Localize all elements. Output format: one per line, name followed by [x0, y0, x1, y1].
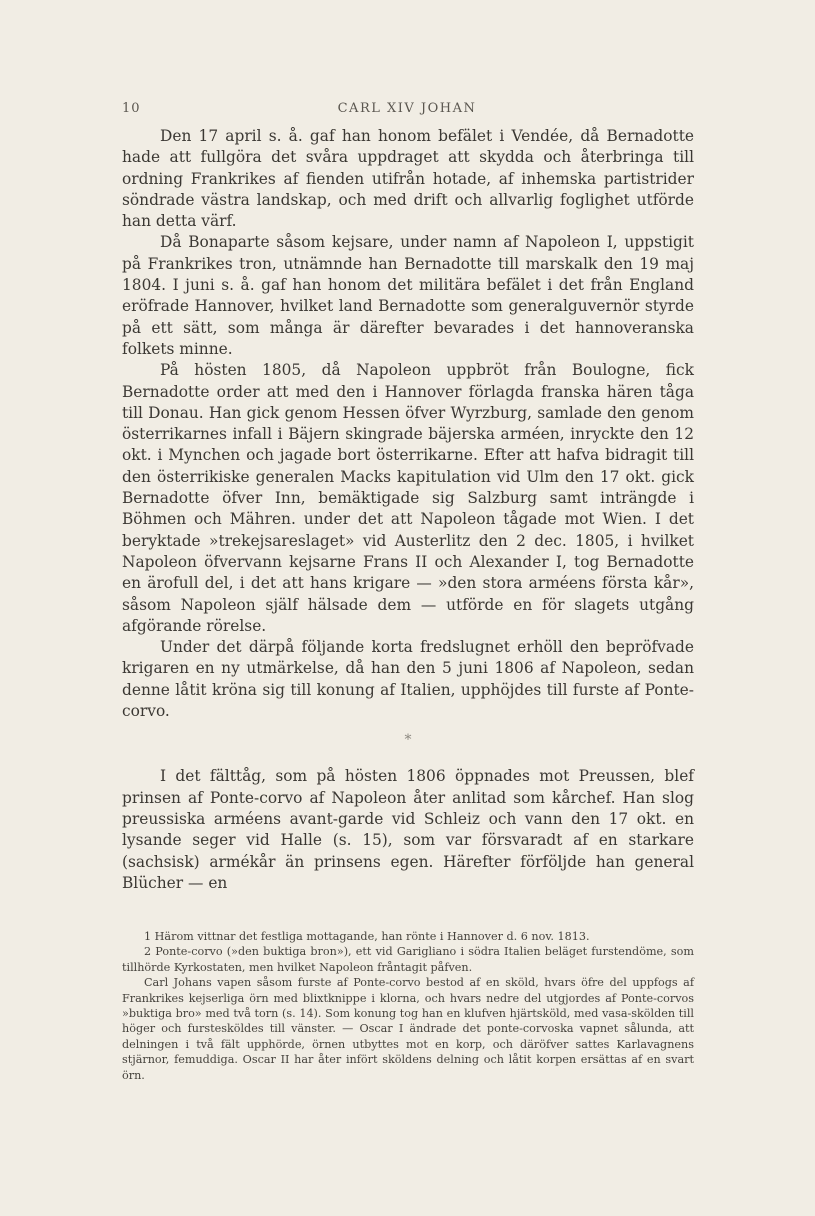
main-text — [122, 126, 694, 894]
paragraph-austerlitz: På hösten 1805, då Napoleon uppbröt från Boulogne, fick Bernadotte order att med den i Hannover förlagda franska hären tåga till Donau. Han gick genom Hessen öfver Wyrzburg, samlade den genom österrikarnes infall i Bäjern skingrade bäjerska arméen, inryckte den 12 okt. i Mynchen och jagade bort österrikarne. Efter att hafva bidragit till den österrikiske generalen Macks kapitulation vid Ulm den 17 okt. gick Bernadotte öfver Inn, bemäktigade sig Salzburg samt inträngde i Böhmen och Mähren. under det att Napoleon tågade mot Wien. I det beryktade »trekejsareslaget» vid Austerlitz den 2 dec. 1805, i hvilket Napoleon öfvervann kejsarne Frans II och Alexander I, tog Bernadotte en ärofull del, i det att hans krigare — »den stora arméens första kår», såsom Napoleon själf hälsade dem — utförde en för slagets utgång afgörande rörelse. — [122, 361, 694, 635]
paragraph-vendee: Den 17 april s. å. gaf han honom befälet i Vendée, då Bernadotte hade att fullgöra det svåra uppdraget att skydda och återbringa till ordning Frankrikes af fienden utifrån hotade, af inhemska partistrider söndrade västra landskap, och med drift och allvarlig foglighet utförde han detta värf. — [122, 127, 694, 231]
footnote-2-continued: Carl Johans vapen såsom furste af Ponte-corvo bestod af en sköld, hvars öfre del uppfogs af Frankrikes kejserliga örn med blixtknippe i klorna, och hvars nedre del utgjordes af Ponte-corvos »buktiga bro» med två torn (s. 14). Som konung tog han en klufven hjärtsköld, med vasa-skölden till höger och furstesköldes till vänster. — Oscar I ändrade det ponte-corvoska vapnet sålunda, att delningen i två fält upphörde, örnen utbyttes mot en korp, och däröfver sattes Karlavagnens stjärnor, femuddiga. Oscar II har åter infört sköldens delning och låtit korpen ersättas af en svart örn. — [122, 976, 694, 1082]
footnotes — [122, 929, 694, 1083]
footnote-1: 1 Härom vittnar det festliga mottagande, han rönte i Hannover d. 6 nov. 1813. — [144, 930, 590, 943]
paragraph-hannover: Då Bonaparte såsom kejsare, under namn af Napoleon I, uppstigit på Frankrikes tron, utnämnde han Bernadotte till marskalk den 19 maj 1804. I juni s. å. gaf han honom det militära befälet i det från England eröfrade Hannover, hvilket land Bernadotte som generalguvernör styrde på ett sätt, som många är därefter bevarades i det hannoveranska folkets minne. — [122, 233, 694, 358]
running-title: CARL XIV JOHAN — [337, 101, 477, 116]
paragraph-ponte-corvo: Under det därpå följande korta fredslugnet erhöll den bepröfvade krigaren en ny utmärkelse, då han den 5 juni 1806 af Napoleon, sedan denne låtit kröna sig till konung af Italien, upphöjdes till furste af Ponte-corvo. — [122, 638, 694, 721]
section-separator: * — [404, 732, 412, 749]
paragraph-preussen: I det fälttåg, som på hösten 1806 öppnades mot Preussen, blef prinsen af Ponte-corvo af Napoleon åter anlitad som kårchef. Han slog preussiska arméens avant-garde vid Schleiz och vann den 17 okt. en lysande seger vid Halle (s. 15), som var försvaradt af en starkare (sachsisk) armékår än prinsens egen. Härefter förföljde han general Blücher — en — [122, 767, 694, 892]
footnote-2: 2 Ponte-corvo (»den buktiga bron»), ett vid Garigliano i södra Italien beläget furstendöme, som tillhörde Kyrkostaten, men hvilket Napoleon fråntagit påfven. — [122, 945, 694, 974]
page-number: 10 — [122, 101, 141, 116]
